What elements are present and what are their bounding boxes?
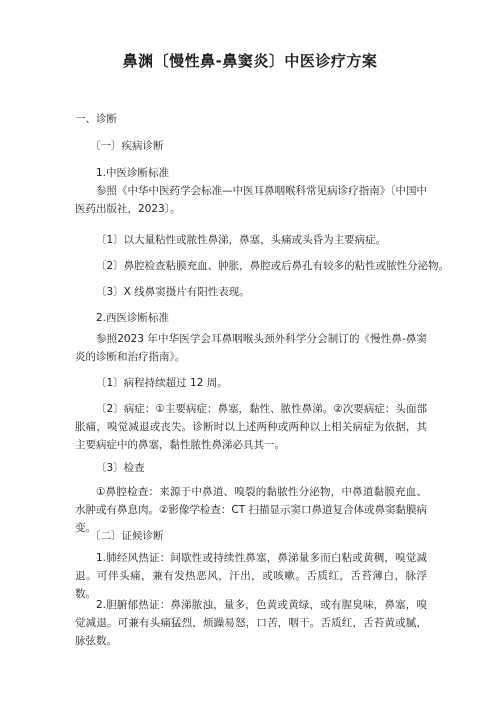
- item-heading-western-criteria: 2.西医诊断标准: [96, 312, 170, 324]
- paragraph-western-criterion-1: 〔1〕病程持续超过 12 周。: [96, 377, 228, 389]
- item-heading-tcm-criteria: 1.中医诊断标准: [96, 167, 170, 179]
- subsection-heading-syndrome-diagnosis: 〔二〕证候诊断: [90, 530, 164, 542]
- section-heading-diagnosis: 一、诊断: [75, 113, 117, 125]
- subsection-heading-disease-diagnosis: 〔一〕疾病诊断: [90, 140, 164, 152]
- paragraph-reference-western: 参照2023 年中华医学会耳鼻咽喉头颈外科学分会制订的《慢性鼻-鼻窦炎的诊断和治疗指南》。: [75, 333, 427, 363]
- paragraph-tcm-criterion-1: 〔1〕以大量粘性或脓性鼻涕，鼻塞，头痛或头昏为主要病症。: [96, 234, 387, 246]
- paragraph-western-criterion-3: 〔3〕检查: [96, 462, 145, 474]
- paragraph-tcm-criterion-2: 〔2〕鼻腔检查粘膜充血、肿胀，鼻腔或后鼻孔有较多的粘性或脓性分泌物。: [96, 260, 450, 272]
- paragraph-syndrome-2: 2.胆腑郁热证：鼻涕脓浊，量多，色黄或黄绿，或有腥臭味，鼻塞，嗅觉减退。可兼有头痛猛烈，烦躁易怒，口苦，咽干。舌质红，舌苔黄或腻，脉弦数。: [75, 599, 427, 647]
- document-title: 鼻渊〔慢性鼻-鼻窦炎〕中医诊疗方案: [122, 52, 378, 70]
- paragraph-western-examination: ①鼻腔检查：来源于中鼻道、嗅裂的黏脓性分泌物，中鼻道黏膜充血、水肿或有鼻息肉。②影像学检查：CT 扫描显示窦口鼻道复合体或鼻窦黏膜病变。: [75, 486, 427, 534]
- paragraph-western-criterion-2: 〔2〕病症：①主要病症：鼻塞，黏性、脓性鼻涕。②次要病症：头面部胀痛，嗅觉减退或丧失。诊断时以上述两种或两种以上相关病症为依据，其主要病症中的鼻塞，黏性脓性鼻涕必具其一。: [75, 403, 427, 451]
- paragraph-reference-tcm: 参照《中华中医药学会标准—中医耳鼻咽喉科常见病诊疗指南》〔中国中医药出版社，2023〕。: [75, 185, 427, 215]
- paragraph-syndrome-1: 1.肺经风热证：间歇性或持续性鼻塞，鼻涕量多而白粘或黄稠，嗅觉减退。可伴头痛，兼有发热恶风，汗出，或咳嗽。舌质红，舌苔薄白，脉浮数。: [75, 552, 427, 600]
- paragraph-tcm-criterion-3: 〔3〕X 线鼻窦摄片有阳性表现。: [96, 286, 250, 298]
